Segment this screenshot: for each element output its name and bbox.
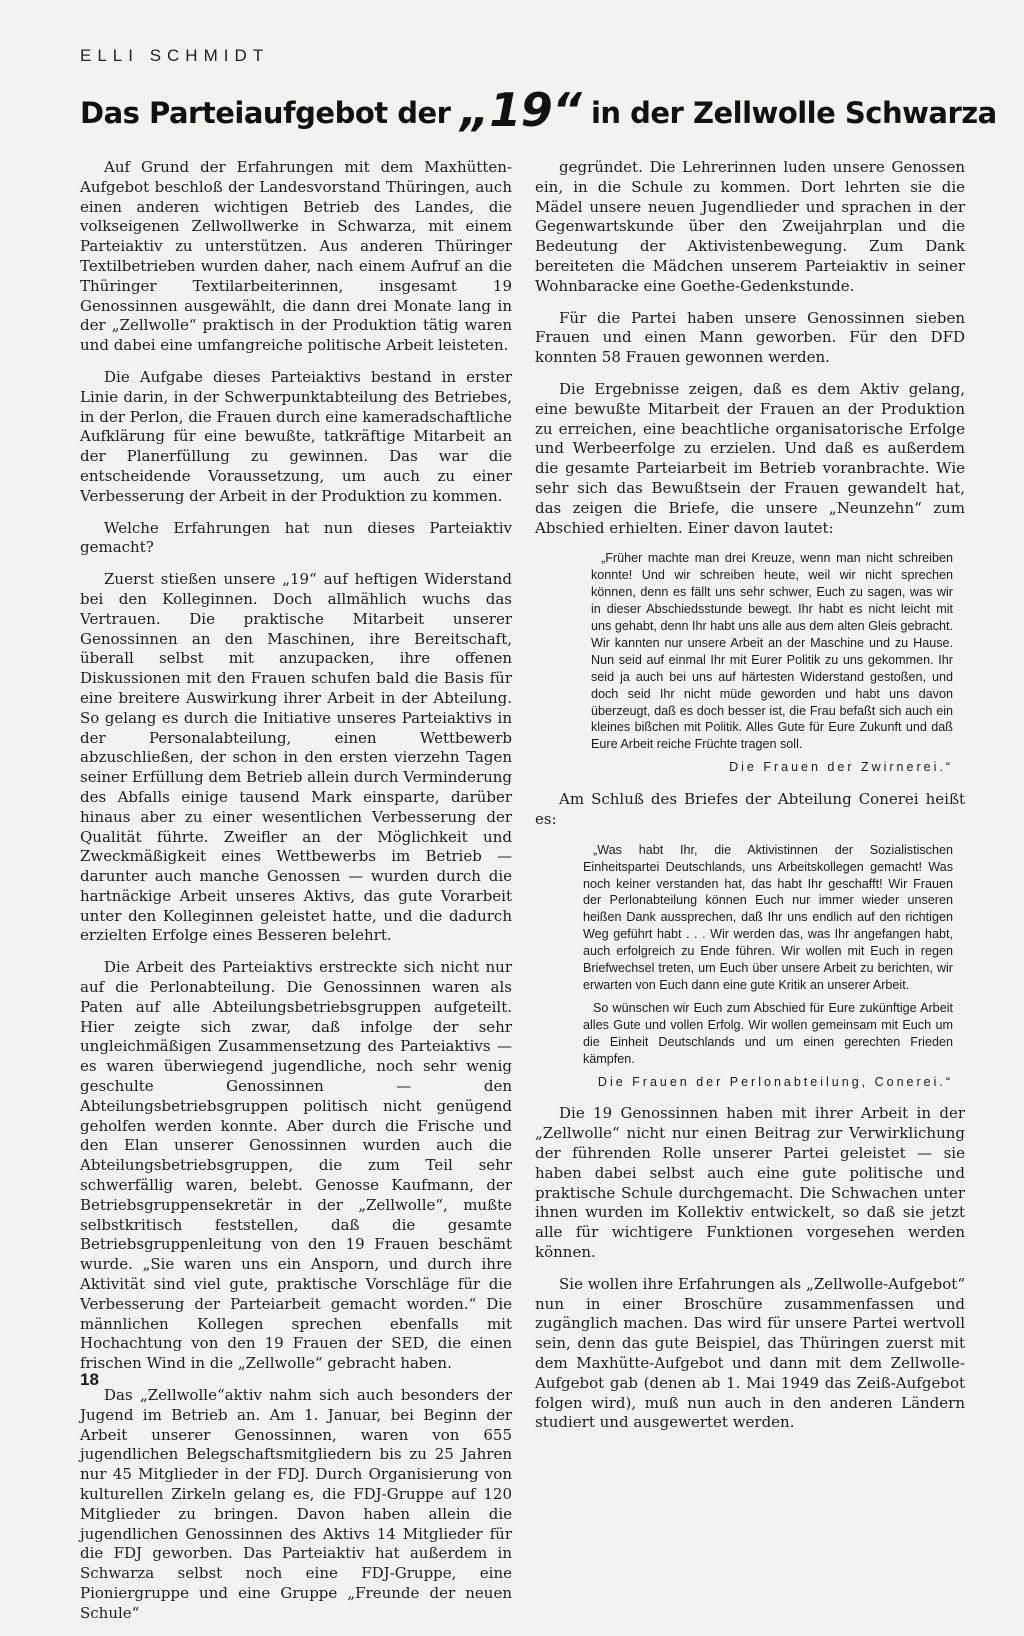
left-column (80, 158, 512, 1636)
paragraph: Auf Grund der Erfahrungen mit dem Maxhütten-Aufgebot beschloß der Landesvorstand Thüringen, auch einen anderen wichtigen Betrieb des Landes, die volkseigenen Zellwollwerke in Schwarza, mit einem Parteiaktiv zu unterstützen. Aus anderen Thüringer Textilbetrieben wurden daher, nach einem Aufruf an die Thüringer Textilarbeiterinnen, insgesamt 19 Genossinnen ausgewählt, die dann drei Monate lang in der „Zellwolle“ praktisch in der Produktion tätig waren und dabei eine umfangreiche politische Arbeit leisteten. (80, 158, 512, 355)
paragraph: Die Ergebnisse zeigen, daß es dem Aktiv gelang, eine bewußte Mitarbeit der Frauen an der Produktion zu erreichen, eine beachtliche organisatorische Erfolge und Werbeerfolge zu erzielen. Und daß es außerdem die gesamte Parteiarbeit im Betrieb voranbrachte. Wie sehr sich das Bewußtsein der Frauen gewandelt hat, das zeigen die Briefe, die unsere „Neunzehn“ zum Abschied erhielten. Einer davon lautet: (535, 379, 965, 537)
right-column (535, 158, 965, 1445)
headline-part-1: Das Parteiaufgebot der (80, 96, 451, 130)
headline-number: „19“ (460, 83, 582, 137)
letter-zwirnerei (535, 550, 965, 776)
headline-part-2: in der Zellwolle Schwarza (590, 96, 997, 130)
paragraph: Die 19 Genossinnen haben mit ihrer Arbeit in der „Zellwolle“ nicht nur einen Beitrag zur Verwirklichung der führenden Rolle unserer Partei geleistet — sie haben dabei selbst auch eine gute politische und praktische Schule durchgemacht. Die Schwachen unter ihnen wurden im Kollektiv entwickelt, so daß sie jetzt alle für wichtigere Funktionen vorgesehen werden können. (535, 1104, 965, 1261)
page-number: 18 (80, 1370, 99, 1389)
paragraph: gegründet. Die Lehrerinnen luden unsere Genossen ein, in die Schule zu kommen. Dort lehrten sie die Mädel unsere neuen Jugendlieder und sprachen in der Gegenwartskunde über den Zweijahrplan und die Bedeutung der Aktivistenbewegung. Zum Dank bereiteten die Mädchen unserem Parteiaktiv in seiner Wohnbaracke eine Goethe-Gedenkstunde. (535, 158, 965, 295)
letter-text: „Was habt Ihr, die Aktivistinnen der Sozialistischen Einheitspartei Deutschlands, uns Arbeitskollegen gemacht! Was noch keiner verstanden hat, das habt Ihr geschafft! Wir Frauen der Perlonabteilung können Euch nur immer wieder unseren heißen Dank aussprechen, daß Ihr uns endlich auf den richtigen Weg geführt habt . . . Wir werden das, was Ihr angefangen habt, auch erfolgreich zu Ende führen. Wir wollen mit Euch in regen Briefwechsel treten, um Euch über unsere Arbeit zu berichten, wir erwarten von Euch dann eine gute Kritik an unserer Arbeit. (583, 842, 953, 992)
article-headline (80, 80, 997, 137)
paragraph: Sie wollen ihre Erfahrungen als „Zellwolle-Aufgebot“ nun in einer Broschüre zusammenfassen und zugänglich machen. Das wird für unsere Partei wertvoll sein, denn das gute Beispiel, das Thüringen zuerst mit dem Maxhütte-Aufgebot und dann mit dem Zellwolle-Aufgebot gab (denen ab 1. Mai 1949 das Zeiß-Aufgebot folgen wird), muß nun auch in den anderen Ländern studiert und ausgewertet werden. (535, 1274, 965, 1432)
paragraph: Für die Partei haben unsere Genossinnen sieben Frauen und einen Mann geworben. Für den DFD konnten 58 Frauen gewonnen werden. (535, 308, 965, 367)
letter-text: „Früher machte man drei Kreuze, wenn man nicht schreiben konnte! Und wir schreiben heute, weil wir nicht sprechen können, denn es fällt uns sehr schwer, Euch zu sagen, was wir in dieser Abschiedsstunde bewegt. Ihr habt es nicht leicht mit uns gehabt, denn Ihr habt uns alle aus dem alten Gleis gebracht. Wir kannten nur unsere Arbeit an der Maschine und zu Hause. Nun seid auf einmal Ihr mit Eurer Politik zu uns gekommen. Ihr seid ja auch bei uns auf härtesten Widerstand gestoßen, und doch seid Ihr nicht müde geworden und habt uns davon überzeugt, daß es doch besser ist, die Frau befaßt sich auch ein kleines bißchen mit Politik. Alles Gute für Eure Zukunft und daß Eure Arbeit reiche Früchte tragen soll. (591, 551, 953, 752)
paragraph: Die Arbeit des Parteiaktivs erstreckte sich nicht nur auf die Perlonabteilung. Die Genossinnen waren als Paten auf alle Abteilungsbetriebsgruppen aufgeteilt. Hier zeigte sich zwar, daß infolge der sehr ungleichmäßigen Zusammensetzung des Parteiaktivs — es waren überwiegend jugendliche, noch sehr wenig geschulte Genossinnen — den Abteilungsbetriebsgruppen politisch nicht genügend geholfen werden konnte. Aber durch die Frische und den Elan unserer Genossinnen wurden auch die Abteilungsbetriebsgruppen, die zum Teil sehr schwerfällig waren, belebt. Genosse Kaufmann, der Betriebsgruppensekretär in der „Zellwolle“, mußte selbstkritisch feststellen, daß die gesamte Betriebsgruppenleitung von den 19 Frauen beschämt wurde. „Sie waren uns ein Ansporn, und durch ihre Aktivität sind viel gute, praktische Vorschläge für die Verbesserung der Parteiarbeit gemacht worden.“ Die männlichen Kollegen sprechen ebenfalls mit Hochachtung von den 19 Frauen der SED, die einen frischen Wind in die „Zellwolle“ gebracht haben. (80, 958, 512, 1373)
paragraph: Die Aufgabe dieses Parteiaktivs bestand in erster Linie darin, in der Schwerpunktabteilung des Betriebes, in der Perlon, die Frauen durch eine kameradschaftliche Aufklärung für eine bewußte, tatkräftige Mitarbeit an der Planerfüllung zu gewinnen. Das war die entscheidende Voraussetzung, um auch zu einer Verbesserung der Arbeit in der Produktion zu kommen. (80, 367, 512, 505)
letter-signature: Die Frauen der Zwirnerei.“ (729, 760, 953, 775)
paragraph: Zuerst stießen unsere „19“ auf heftigen Widerstand bei den Kolleginnen. Doch allmählich wuchs das Vertrauen. Die praktische Mitarbeit unserer Genossinnen an den Maschinen, ihre Bereitschaft, überall selbst mit anzupacken, ihre offenen Diskussionen mit den Frauen schufen bald die Basis für eine breitere Auswirkung ihrer Arbeit in der Abteilung. So gelang es durch die Initiative unseres Parteiaktivs in der Personalabteilung, einen Wettbewerb abzuschließen, der schon in den ersten vierzehn Tagen seiner Erfüllung dem Betrieb allein durch Verminderung des Abfalls einige tausend Mark einsparte, darüber hinaus aber zu einer wesentlichen Verbesserung der Qualität führte. Zweifler an der Möglichkeit und Zweckmäßigkeit eines Wettbewerbs im Betrieb — darunter auch manche Genossen — wurden durch die hartnäckige Arbeit unseres Aktivs, das gute Vorarbeit unter den Kolleginnen geleistet hatte, und die dadurch erzielten Erfolge eines Besseren belehrt. (80, 570, 512, 945)
paragraph: Das „Zellwolle“aktiv nahm sich auch besonders der Jugend im Betrieb an. Am 1. Januar, bei Beginn der Arbeit unserer Genossinnen, waren von 655 jugendlichen Belegschaftsmitgliedern bis zu 25 Jahren nur 45 Mitglieder in der FDJ. Durch Organisierung von kulturellen Zirkeln gelang es, die FDJ-Gruppe auf 120 Mitglieder zu bringen. Davon haben allein die jugendlichen Genossinnen des Aktivs 14 Mitglieder für die FDJ geworben. Das Parteiaktiv hat außerdem in Schwarza selbst noch eine FDJ-Gruppe, eine Pioniergruppe und eine Gruppe „Freunde der neuen Schule“ (80, 1386, 512, 1622)
letter-conerei (535, 842, 965, 1091)
author-line: ELLI SCHMIDT (80, 46, 270, 65)
paragraph: Welche Erfahrungen hat nun dieses Parteiaktiv gemacht? (80, 518, 512, 557)
letter-intro: Am Schluß des Briefes der Abteilung Conerei heißt es: (535, 790, 965, 828)
letter-text: So wünschen wir Euch zum Abschied für Eure zukünftige Arbeit alles Gute und vollen Erfolg. Wir wollen gemeinsam mit Euch um die Einheit Deutschlands und um einen gerechten Frieden kämpfen. (583, 1000, 953, 1066)
letter-signature: Die Frauen der Perlonabteilung, Conerei.“ (597, 1074, 953, 1089)
